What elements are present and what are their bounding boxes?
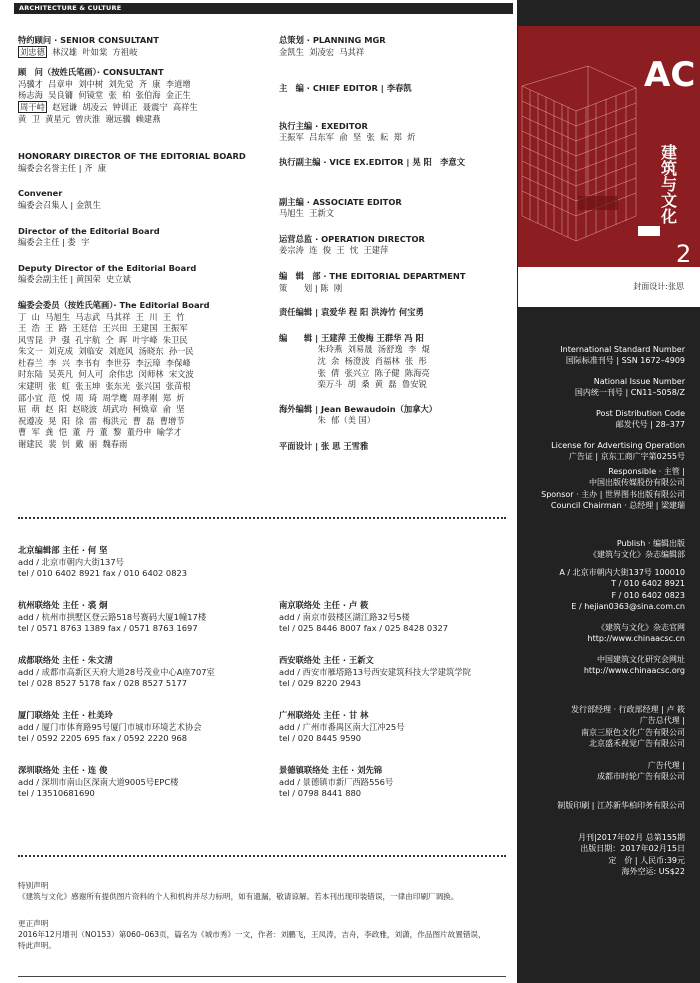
sidebar-line: 定 价 | 人民币:39元 [608,855,685,865]
special-statement-text: 《建筑与文化》感谢所有提供图片资料的个人和机构并尽力标明，如有遗漏，敬请谅解。若本刊出现印装错误，一律由印刷厂调换。 [18,892,459,901]
sidebar-block [510,622,685,645]
office-phone: tel / 0592 2205 695 fax / 0592 2220 968 [18,733,188,744]
office-phone: tel / 0798 8441 880 [279,788,362,799]
office-title: 广州联络处 主任 · 甘 林 [279,710,369,720]
office-phone: tel / 025 8446 8007 fax / 025 8428 0327 [279,623,449,634]
sidebar-block [510,408,685,431]
cover-issue-mark: 2 [676,240,692,267]
sidebar-block [510,538,685,561]
names: 邵小宜 范 悦 周 琦 周学鹰 周孝刚 郑 炘 [18,392,185,403]
cover-logo: AC [644,55,696,95]
office-block [18,545,187,580]
sidebar-line: 广告证 | 京东工商广字第0255号 [568,452,685,462]
office-phone: tel / 028 8527 5178 fax / 028 8527 5177 [18,678,188,689]
names: 编委会召集人 | 金凯生 [18,199,101,210]
block-title: 副主编 · ASSOCIATE EDITOR [279,196,402,207]
office-address: add / 景德镇市新厂西路556号 [279,776,394,787]
sidebar-line: 广告总代理 | [639,716,685,726]
block-title: 平面设计 | 张 思 王雪雅 [279,440,369,451]
office-phone: tel / 020 8445 9590 [279,733,362,744]
names: 林汉雄 叶如棠 方祖岐 [46,46,138,57]
names: 杜春兰 李 兴 李书有 李世芬 李沄璋 李保峰 [18,357,191,368]
special-statement-title: 特别声明 [18,881,49,890]
sidebar-line: 制版印刷 | 江苏新华柏印务有限公司 [557,801,685,810]
names: 张 倩 张兴立 陈子健 陈海亮 [279,367,430,378]
block-title: 主 编 · CHIEF EDITOR | 李春凯 [279,83,412,94]
sidebar-block [510,704,685,749]
block-title: HONORARY DIRECTOR OF THE EDITORIAL BOARD [18,151,246,162]
names: 谢建民 裴 钊 戴 丽 魏春雨 [18,439,128,450]
sidebar-line: 月刊|2017年02月 总第155期 [577,833,685,842]
sidebar-line: 广告代理 | [647,761,685,770]
office-block [18,710,202,745]
publication-info [510,0,685,983]
block-title: Deputy Director of the Editorial Board [18,262,197,273]
sidebar-block [510,800,685,811]
names: 编委会名誉主任 | 齐 康 [18,162,107,173]
sidebar-line: 中国建筑文化研究会网址 [597,655,685,664]
sidebar-block [510,760,685,783]
sidebar-line: Council Chairman · 总经理 | 梁建瑞 [550,500,685,510]
sidebar-line: http://www.chinaacsc.cn [587,634,685,644]
office-block [18,600,206,635]
office-phone: tel / 029 8220 2943 [279,678,362,689]
office-address: add / 深圳市南山区深南大道9005号EPC楼 [18,776,179,787]
names: 黄 卫 黄星元 曾庆淮 谢远骥 赖建燕 [18,113,161,124]
sidebar-line: 《建筑与文化》杂志官网 [597,623,685,632]
block-title: 责任编辑 | 袁爱华 程 阳 洪涛竹 何宝勇 [279,307,424,318]
names: 编委会副主任 | 黄国荣 史立斌 [18,274,131,285]
sidebar-line: Post Distribution Code [596,409,685,418]
sidebar-line: 《建筑与文化》杂志编辑部 [589,550,685,560]
names: 编委会主任 | 娄 宇 [18,237,90,248]
block-title: 海外编辑 | Jean Bewaudoin（加拿大） [279,403,438,414]
block-title: 编委会委员（按姓氏笔画）· The Editorial Board [18,299,210,310]
boxed-name: 刘忠德 [20,46,45,57]
office-block [279,765,393,800]
special-statement [18,880,488,902]
sidebar-line: F / 010 6402 0823 [611,590,685,600]
office-phone: tel / 13510681690 [18,788,95,799]
names: 赵冠谦 胡凌云 钟训正 聂震宁 高祥生 [46,101,198,112]
bottom-rule [18,976,506,977]
sidebar-line: T / 010 6402 8921 [611,579,685,589]
names: 杨志海 吴良镛 何镜堂 张 柏 张伯海 金正生 [18,90,191,101]
office-block [279,710,405,745]
names: 祝遵凌 晃 阳 徐 雷 梅洪元 曹 磊 曹增节 [18,415,185,426]
sidebar-line: 南京三原色文化广告有限公司 [581,727,685,737]
names: 王振军 吕东军 俞 坚 张 耘 郑 炘 [279,132,416,143]
office-address: add / 北京市朝内大街137号 [18,556,124,567]
sidebar-block [510,376,685,399]
office-block [18,765,178,800]
sidebar-line: 邮发代号 | 28–377 [615,420,685,430]
block-title: Director of the Editorial Board [18,225,160,236]
office-address: add / 厦门市体育路95号厦门市城市环境艺术协会 [18,721,202,732]
sidebar-line: Sponsor · 主办 | 世界图书出版有限公司 [541,489,685,499]
sidebar-line: Responsible · 主管 | [608,467,685,476]
block-title: 特约顾问 · SENIOR CONSULTANT [18,35,159,45]
sidebar-line: 北京盛禾视觉广告有限公司 [589,738,685,748]
boxed-name: 周干峙 [20,101,45,112]
sidebar-line: http://www.chinaacsc.org [583,666,685,676]
office-phone: tel / 010 6402 8921 fax / 010 6402 0823 [18,568,188,579]
names: 曹 军 龚 恺 董 丹 董 黎 董丹申 喻学才 [18,427,182,438]
sidebar-line: A / 北京市朝内大街137号 100010 [559,568,685,577]
names: 风雪昆 尹 强 孔宇航 仝 晖 叶宇峰 朱卫民 [18,334,188,345]
sidebar-line: National Issue Number [593,377,685,386]
sidebar-line: 国际标准刊号 | SSN 1672–4909 [565,356,685,366]
sidebar-block [510,567,685,612]
sidebar-line: 成都市时轮广告有限公司 [597,772,685,782]
sidebar-line: License for Advertising Operation [551,441,685,450]
block-title: 执行主编 · EXEDITOR [279,120,368,131]
office-title: 南京联络处 主任 · 卢 筱 [279,600,369,610]
sidebar-line: 海外空运: US$22 [621,866,685,876]
sidebar-line: 发行部经理 · 行政部经理 | 卢 筱 [571,705,685,714]
office-block [279,655,471,690]
names: 丁 山 马旭生 马志武 马其祥 王 川 王 竹 [18,311,185,322]
office-title: 厦门联络处 主任 · 杜美玲 [18,710,113,720]
names: 栾万斗 胡 桑 黄 磊 鲁安锐 [279,379,427,390]
correction-statement [18,918,488,951]
office-address: add / 广州市番禺区南大江冲25号 [279,721,405,732]
sidebar-line: E / hejian0363@sina.com.cn [571,601,685,611]
block-title: Convener [18,188,63,199]
names: 姜宗涛 连 俊 王 忱 王建萍 [279,245,389,256]
names: 朱文一 刘克成 刘临安 刘庭风 汤晓东 孙一民 [18,346,194,357]
names: 朱 郁（美 国） [279,415,376,426]
sidebar-line: International Standard Number [560,345,685,354]
office-title: 景德镇联络处 主任 · 刘先锦 [279,765,383,775]
sidebar-block [510,466,685,511]
cover-title: 建筑与文化 [658,144,678,224]
office-address: add / 西安市雁塔路13号西安建筑科技大学建筑学院 [279,666,471,677]
office-title: 成都联络处 主任 · 朱文清 [18,655,113,665]
names: 冯骥才 吕章申 刘中树 刘先觉 齐 康 李道增 [18,78,191,89]
cover-credit: 封面设计:张思 [518,267,700,307]
office-address: add / 成都市高新区天府大道28号茂业中心A座707室 [18,666,215,677]
names: 宋建明 张 虹 张玉坤 张东光 张兴国 张苗根 [18,381,191,392]
block-title: 运营总监 · OPERATION DIRECTOR [279,233,425,244]
sidebar-block [510,654,685,677]
names: 沈 余 杨澄波 肖福林 张 彤 [279,355,427,366]
names: 王 浩 王 路 王廷信 王兴田 王建国 王振军 [18,323,188,334]
names: 屈 萌 赵 阳 赵晓波 胡武功 柯焕章 俞 坚 [18,404,185,415]
names: 金凯生 刘凌宏 马其祥 [279,46,365,57]
office-title: 西安联络处 主任 · 王新文 [279,655,374,665]
sidebar-line: 国内统一刊号 | CN11–5058/Z [574,388,685,398]
block-title: 总策划 · PLANNING MGR [279,35,386,45]
block-title: 编 辑 部 · THE EDITORIAL DEPARTMENT [279,270,466,281]
names: 时东陆 吴英凡 何人可 余伟忠 闵师林 宋文波 [18,369,194,380]
block-title: 编 辑 | 王建萍 王俊梅 王群华 冯 阳 [279,332,424,343]
sidebar-line: 出版日期：2017年02月15日 [580,844,685,854]
block-title: 顾 问（按姓氏笔画）· CONSULTANT [18,67,164,78]
section-label: ARCHITECTURE & CULTURE [14,3,513,14]
office-block [279,600,448,635]
office-phone: tel / 0571 8763 1389 fax / 0571 8763 1697 [18,623,198,634]
office-address: add / 杭州市拱墅区登云路518号赛码大厦1幢17楼 [18,611,207,622]
correction-statement-text: 2016年12月增刊（NO153）第060–063页，篇名为《城市秀》一文，作者：刘鹏飞，王凤涛，吉舟，李政雅，刘潇，作品图片故置错误，特此声明。 [18,930,486,950]
sidebar-block [510,344,685,367]
correction-statement-title: 更正声明 [18,919,49,928]
office-block [18,655,215,690]
sidebar-block [510,832,685,877]
names: 马旭生 王新文 [279,208,335,219]
names: 朱玲燕 刘易晟 汤舒逸 李 焜 [279,344,430,355]
block-title: 执行副主编 · VICE EX.EDITOR | 晃 阳 李意文 [279,156,466,167]
sidebar-line: 中国出版传媒股份有限公司 [589,478,685,488]
office-title: 杭州联络处 主任 · 裘 炯 [18,600,108,610]
sidebar-line: Publish · 编辑出版 [616,539,685,548]
sidebar-block [510,440,685,463]
office-address: add / 南京市鼓楼区湖江路32号5楼 [279,611,410,622]
office-title: 深圳联络处 主任 · 连 俊 [18,765,108,775]
names: 策 划 | 陈 刚 [279,282,343,293]
office-title: 北京编辑部 主任 · 何 坚 [18,545,108,555]
